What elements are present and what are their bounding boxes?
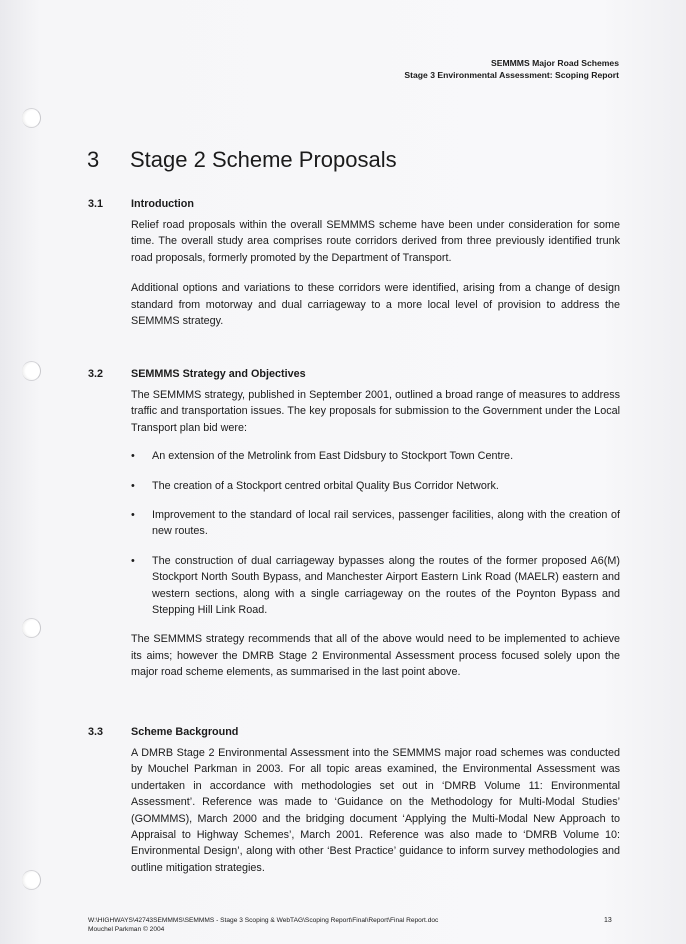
header-line-2: Stage 3 Environmental Assessment: Scoping Report: [404, 70, 619, 80]
proposal-list: [131, 448, 620, 618]
list-item-text: An extension of the Metrolink from East Didsbury to Stockport Town Centre.: [152, 450, 514, 463]
file-path: W:\HIGHWAYS\42743SEMMMS\SEMMMS - Stage 3 Scoping & WebTAG\Scoping Report\Final\Report\Final Report.doc: [88, 917, 439, 924]
section-body: [131, 387, 620, 681]
section-title: Introduction: [131, 198, 194, 210]
list-item-text: The construction of dual carriageway bypasses along the routes of the former proposed A6(M) Stockport North South Bypass, and Manchester Airport Eastern Link Road (MAELR) eastern and western sections, along with a single carriageway on the routes of the Poynton Bypass and Stepping Hill Link Road.: [152, 554, 620, 617]
section-strategy-objectives: [88, 366, 620, 681]
list-item-text: Improvement to the standard of local rail services, passenger facilities, along with the creation of new routes.: [152, 509, 620, 538]
paragraph: A DMRB Stage 2 Environmental Assessment into the SEMMMS major road schemes was conducted by Mouchel Parkman in 2003. For all topic areas examined, the Environmental Assessment was undertaken in accordance with methodologies set out in ‘DMRB Volume 11: Environmental Assessment’. Reference was made to ‘Guidance on the Methodology for Multi-Modal Studies’ (GOMMMS), March 2000 and the bridging document ‘Applying the Multi-Modal New Approach to Appraisal to Highway Schemes’, March 2001. Reference was also made to ‘DMRB Volume 10: Environmental Design’, along with other ‘Best Practice’ guidance to inform survey methodologies and outline mitigation strategies.: [131, 747, 620, 874]
section-number: 3.2: [88, 368, 104, 380]
paragraph: The SEMMMS strategy, published in September 2001, outlined a broad range of measures to address traffic and transportation issues. The key proposals for submission to the Government under the Local Transport plan bid were:: [131, 389, 620, 434]
header-line-1: SEMMMS Major Road Schemes: [491, 58, 619, 68]
section-title: SEMMMS Strategy and Objectives: [131, 368, 306, 380]
section-number: 3.1: [88, 198, 104, 210]
chapter-heading: [87, 146, 397, 174]
page-footer: [88, 916, 438, 934]
list-item: [131, 553, 620, 619]
paragraph: Additional options and variations to these corridors were identified, arising from a change of design standard from motorway and dual carriageway to a more local level of provision to address the SEMMMS strategy.: [131, 282, 620, 328]
list-item: [131, 507, 620, 540]
list-item: [131, 448, 620, 464]
bullet-icon: •: [131, 479, 135, 492]
section-number: 3.3: [88, 726, 104, 738]
punch-hole-icon: [22, 618, 41, 638]
list-item: [131, 478, 620, 494]
paragraph: Relief road proposals within the overall SEMMMS scheme have been under consideration for some time. The overall study area comprises route corridors derived from three previously identified trunk road proposals, formerly promoted by the Department of Transport.: [131, 219, 620, 264]
section-scheme-background: [88, 724, 620, 876]
chapter-number: 3: [87, 147, 100, 172]
bullet-icon: •: [131, 509, 135, 522]
bullet-icon: •: [131, 554, 135, 567]
section-heading: [88, 366, 620, 382]
running-header: [404, 57, 619, 81]
page-number: 13: [604, 917, 612, 924]
section-body: [131, 217, 620, 329]
section-heading: [88, 196, 620, 212]
punch-hole-icon: [22, 361, 41, 381]
bullet-icon: •: [131, 450, 135, 463]
punch-hole-icon: [22, 870, 41, 890]
chapter-title: Stage 2 Scheme Proposals: [130, 147, 397, 172]
list-item-text: The creation of a Stockport centred orbital Quality Bus Corridor Network.: [152, 479, 499, 492]
section-body: [131, 745, 620, 876]
section-introduction: [88, 196, 620, 329]
section-title: Scheme Background: [131, 726, 239, 738]
punch-hole-icon: [22, 108, 41, 128]
copyright: Mouchel Parkman © 2004: [88, 926, 165, 933]
section-heading: [88, 724, 620, 740]
paragraph: The SEMMMS strategy recommends that all of the above would need to be implemented to achieve its aims; however the DMRB Stage 2 Environmental Assessment process focused solely upon the major road scheme elements, as summarised in the last point above.: [131, 633, 620, 679]
